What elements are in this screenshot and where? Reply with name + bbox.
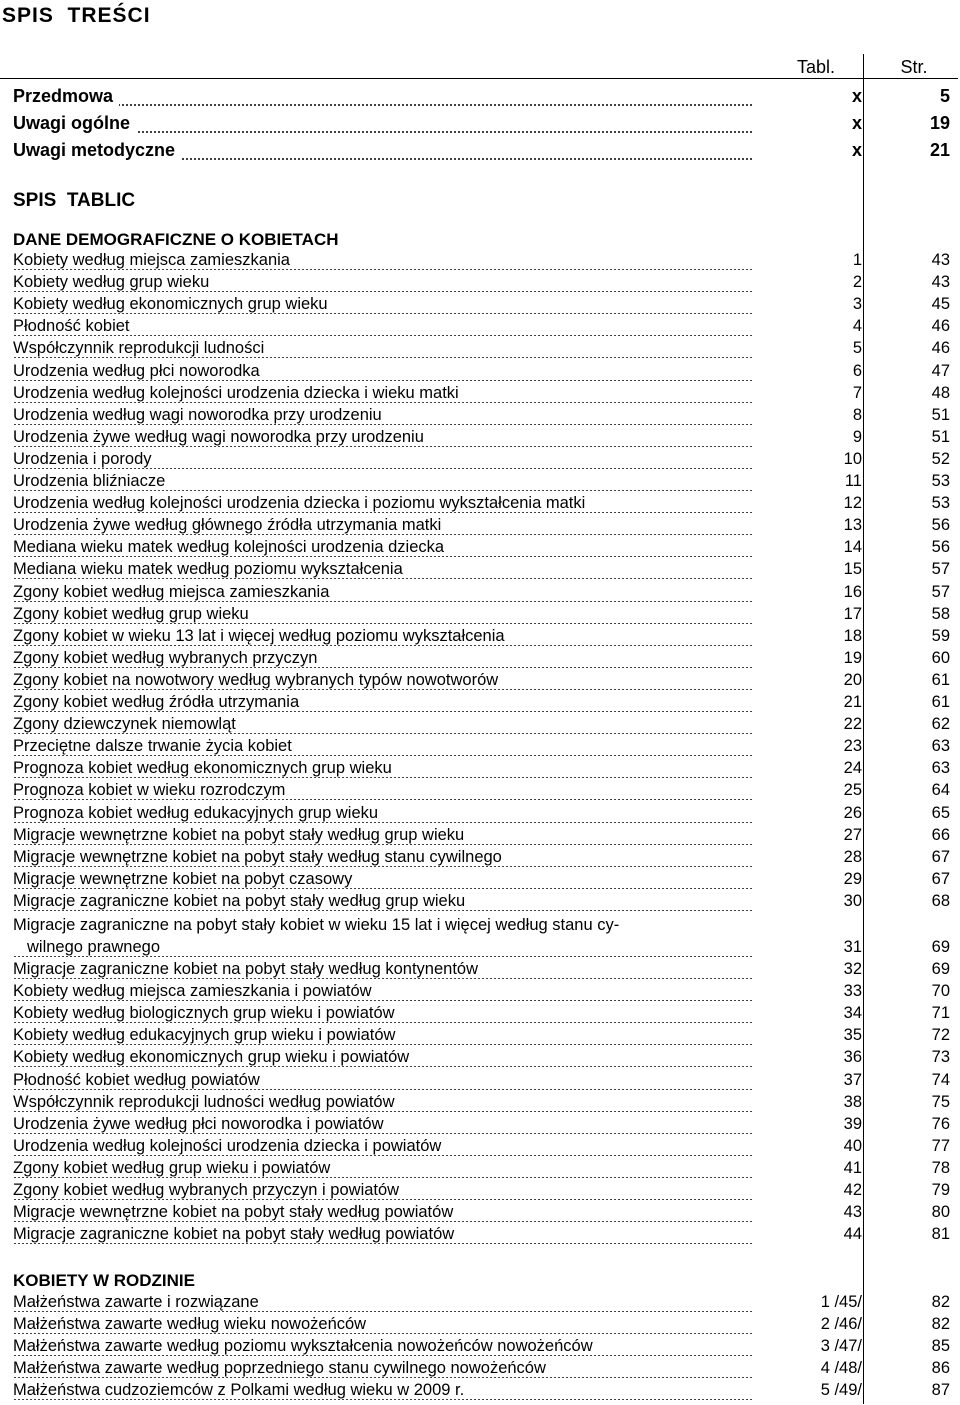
toc-entry-table-number: 35: [843, 1026, 862, 1045]
toc-entry[interactable]: [13, 362, 958, 384]
toc-entry-page-number: 77: [931, 1136, 950, 1155]
toc-entry-table-number: 14: [843, 538, 862, 557]
toc-entry-label: Migracje zagraniczne kobiet na pobyt stały według grup wieku: [13, 892, 471, 910]
toc-entry-label: Urodzenia według kolejności urodzenia dziecka i powiatów: [13, 1137, 447, 1155]
toc-entry[interactable]: [13, 938, 958, 960]
toc-entry-label: Mediana wieku matek według kolejności urodzenia dziecka: [13, 538, 450, 556]
toc-entry[interactable]: [13, 848, 958, 870]
toc-entry-table-number: 36: [843, 1048, 862, 1067]
toc-entry-label: Kobiety według miejsca zamieszkania: [13, 251, 296, 269]
toc-entry-table-number: x: [851, 86, 862, 106]
toc-entry-page-number: 53: [931, 494, 950, 513]
toc-entry-table-number: x: [851, 140, 862, 160]
toc-entry-label: Migracje wewnętrzne kobiet na pobyt stały według stanu cywilnego: [13, 848, 508, 866]
toc-entry[interactable]: [13, 1225, 958, 1247]
toc-entry[interactable]: [13, 1181, 958, 1203]
toc-entry[interactable]: [13, 406, 958, 428]
toc-entry-page-number: 69: [931, 938, 950, 956]
toc-entry-page-number: 67: [931, 869, 950, 888]
section-heading-family: KOBIETY W RODZINIE: [13, 1271, 195, 1290]
toc-entry[interactable]: [13, 605, 958, 627]
toc-entry-label: Przedmowa: [13, 86, 119, 106]
toc-entry-table-number: 37: [843, 1070, 862, 1089]
toc-entry[interactable]: [13, 1337, 958, 1359]
toc-entry-page-number: 74: [931, 1070, 950, 1089]
section-heading-tables: SPIS TABLIC: [13, 190, 136, 211]
toc-entry[interactable]: [13, 113, 958, 135]
toc-entry[interactable]: [13, 1115, 958, 1137]
toc-entry-page-number: 78: [931, 1158, 950, 1177]
toc-entry-label: Zgony kobiet według wybranych przyczyn i powiatów: [13, 1181, 405, 1199]
toc-entry-table-number: 3 /47/: [820, 1337, 862, 1355]
toc-entry-label: Małżeństwa zawarte według poprzedniego stanu cywilnego nowożeńców: [13, 1359, 552, 1377]
toc-entry-page-number: 82: [931, 1293, 950, 1311]
toc-entry-page-number: 68: [931, 891, 950, 910]
toc-entry-table-number: 33: [843, 982, 862, 1001]
toc-entry[interactable]: [13, 759, 958, 781]
toc-entry-label: Uwagi metodyczne: [13, 140, 181, 160]
toc-entry-table-number: 11: [844, 472, 862, 490]
toc-entry-page-number: 43: [931, 251, 950, 269]
toc-entry-table-number: 40: [843, 1136, 862, 1155]
toc-entry[interactable]: [13, 384, 958, 406]
toc-entry-table-number: 15: [843, 560, 862, 579]
toc-entry-table-number: 25: [843, 781, 862, 800]
toc-entry-label: Kobiety według edukacyjnych grup wieku i powiatów: [13, 1026, 401, 1044]
toc-entry-label: Urodzenia według płci noworodka: [13, 362, 266, 380]
toc-entry[interactable]: [13, 960, 958, 982]
toc-entry-table-number: 5: [852, 339, 862, 358]
toc-entry-table-number: 28: [843, 847, 862, 866]
toc-entry-table-number: 43: [843, 1203, 862, 1222]
toc-entry[interactable]: [13, 781, 958, 803]
toc-entry-table-number: 17: [843, 604, 862, 623]
toc-entry-label: Urodzenia bliźniacze: [13, 472, 171, 490]
toc-entry-table-number: 13: [843, 516, 862, 535]
toc-entry-table-number: 44: [843, 1225, 862, 1244]
toc-entry-page-number: 71: [931, 1004, 950, 1023]
toc-entry-wrapped-line1: Migracje zagraniczne na pobyt stały kobiet w wieku 15 lat i więcej według stanu cy-: [13, 916, 620, 934]
toc-entry-page-number: 80: [931, 1203, 950, 1222]
toc-entry-table-number: x: [851, 113, 862, 133]
toc-entry-page-number: 45: [931, 295, 950, 314]
toc-entry-label: Urodzenia według kolejności urodzenia dziecka i wieku matki: [13, 384, 465, 402]
toc-entry-page-number: 75: [931, 1092, 950, 1111]
toc-entry-label: Płodność kobiet: [13, 317, 136, 335]
toc-entry-label: Zgony kobiet według grup wieku: [13, 605, 255, 623]
toc-entry-page-number: 51: [931, 427, 950, 446]
toc-entry-table-number: 42: [843, 1181, 862, 1199]
toc-entry-page-number: 63: [931, 759, 950, 778]
toc-entry-label: Urodzenia żywe według głównego źródła utrzymania matki: [13, 516, 447, 534]
toc-entry[interactable]: [13, 1359, 958, 1381]
toc-entry[interactable]: [13, 273, 958, 295]
toc-entry[interactable]: [13, 251, 958, 273]
toc-entry-label: Zgony kobiet według źródła utrzymania: [13, 693, 305, 711]
toc-entry-label: Zgony kobiet w wieku 13 lat i więcej według poziomu wykształcenia: [13, 627, 511, 645]
toc-entry-page-number: 19: [929, 113, 950, 133]
toc-entry[interactable]: [13, 627, 958, 649]
toc-entry[interactable]: [13, 693, 958, 715]
toc-entry-label: Migracje wewnętrzne kobiet na pobyt czasowy: [13, 870, 358, 888]
toc-entry-label: Kobiety według biologicznych grup wieku i powiatów: [13, 1004, 401, 1022]
toc-entry-page-number: 79: [931, 1181, 950, 1199]
toc-entry-table-number: 29: [843, 869, 862, 888]
toc-entry[interactable]: [13, 317, 958, 339]
toc-entry-label: Migracje wewnętrzne kobiet na pobyt stały według powiatów: [13, 1203, 459, 1221]
toc-entry-label: Kobiety według miejsca zamieszkania i powiatów: [13, 982, 378, 1000]
toc-entry-label: Prognoza kobiet według ekonomicznych grup wieku: [13, 759, 398, 777]
toc-entry[interactable]: [13, 140, 958, 162]
toc-entry[interactable]: [13, 1381, 958, 1403]
toc-entry-page-number: 52: [931, 449, 950, 468]
toc-entry-page-number: 47: [931, 361, 950, 380]
toc-entry-table-number: 20: [843, 670, 862, 689]
toc-entry-label: Urodzenia i porody: [13, 450, 158, 468]
toc-entry[interactable]: [13, 516, 958, 538]
toc-entry-page-number: 85: [931, 1337, 950, 1355]
page-title: SPIS TREŚCI: [2, 4, 151, 27]
toc-entry-label: Prognoza kobiet w wieku rozrodczym: [13, 781, 291, 799]
toc-entry-table-number: 30: [843, 891, 862, 910]
toc-entry-label: Kobiety według grup wieku: [13, 273, 215, 291]
toc-entry-label: Zgony kobiet według miejsca zamieszkania: [13, 583, 335, 601]
toc-entry[interactable]: [13, 715, 958, 737]
toc-entry[interactable]: [13, 1071, 958, 1093]
toc-entry[interactable]: [13, 1093, 958, 1115]
toc-entry-page-number: 73: [931, 1048, 950, 1067]
toc-entry-page-number: 72: [931, 1026, 950, 1045]
toc-entry[interactable]: [13, 982, 958, 1004]
toc-entry-label: Migracje zagraniczne kobiet na pobyt stały według powiatów: [13, 1225, 460, 1243]
toc-entry-table-number: 22: [843, 715, 862, 734]
toc-entry-table-number: 31: [843, 938, 862, 956]
toc-entry[interactable]: [13, 1004, 958, 1026]
toc-entry-page-number: 56: [931, 538, 950, 557]
section-heading-demographics: DANE DEMOGRAFICZNE O KOBIETACH: [13, 230, 339, 249]
toc-entry-page-number: 21: [929, 140, 950, 160]
toc-entry-table-number: 21: [843, 693, 862, 711]
toc-entry-label: Urodzenia według wagi noworodka przy urodzeniu: [13, 406, 388, 424]
toc-entry-table-number: 34: [843, 1004, 862, 1023]
toc-entry-page-number: 46: [931, 317, 950, 336]
toc-entry-label: Zgony kobiet na nowotwory według wybranych typów nowotworów: [13, 671, 504, 689]
toc-entry[interactable]: [13, 428, 958, 450]
toc-entry-page-number: 81: [931, 1225, 950, 1244]
toc-entry-page-number: 69: [931, 960, 950, 978]
toc-entry-table-number: 18: [843, 626, 862, 645]
toc-entry[interactable]: [13, 804, 958, 826]
toc-entry[interactable]: [13, 1137, 958, 1159]
toc-entry-label: Migracje zagraniczne kobiet na pobyt stały według kontynentów: [13, 960, 484, 978]
toc-entry-page-number: 63: [931, 737, 950, 756]
toc-entry[interactable]: [13, 1048, 958, 1070]
toc-entry-page-number: 59: [931, 626, 950, 645]
toc-entry-table-number: 1: [852, 251, 862, 269]
toc-entry-table-number: 24: [843, 759, 862, 778]
toc-entry-label: Małżeństwa zawarte według poziomu wykształcenia nowożeńców nowożeńców: [13, 1337, 599, 1355]
toc-entry-label: Małżeństwa cudzoziemców z Polkami według wieku w 2009 r.: [13, 1381, 470, 1399]
toc-entry[interactable]: [13, 583, 958, 605]
toc-entry-label: Migracje wewnętrzne kobiet na pobyt stały według grup wieku: [13, 826, 470, 844]
toc-entry-table-number: 38: [843, 1092, 862, 1111]
toc-entry-label: Kobiety według ekonomicznych grup wieku: [13, 295, 334, 313]
toc-entry-label: Płodność kobiet według powiatów: [13, 1071, 266, 1089]
toc-entry-page-number: 57: [931, 582, 950, 601]
toc-entry-table-number: 7: [852, 383, 862, 402]
toc-entry[interactable]: [13, 450, 958, 472]
toc-entry-label: Współczynnik reprodukcji ludności według powiatów: [13, 1093, 401, 1111]
toc-entry-page-number: 82: [931, 1315, 950, 1333]
toc-entry-page-number: 57: [931, 560, 950, 579]
toc-entry-table-number: 27: [843, 825, 862, 844]
toc-entry-table-number: 26: [843, 803, 862, 822]
toc-entry-label: Mediana wieku matek według poziomu wykształcenia: [13, 560, 409, 578]
toc-entry-table-number: 10: [843, 449, 862, 468]
toc-entry-table-number: 3: [852, 295, 862, 314]
toc-entry[interactable]: [13, 1315, 958, 1337]
toc-entry[interactable]: [13, 826, 958, 848]
toc-entry-table-number: 23: [843, 737, 862, 756]
header-rule: [0, 78, 958, 79]
toc-entry-table-number: 6: [852, 361, 862, 380]
toc-entry[interactable]: [13, 339, 958, 361]
toc-entry[interactable]: [13, 892, 958, 914]
toc-entry-page-number: 48: [931, 383, 950, 402]
toc-entry[interactable]: [13, 538, 958, 560]
toc-entry[interactable]: [13, 560, 958, 582]
toc-entry[interactable]: [13, 1026, 958, 1048]
toc-entry-page-number: 70: [931, 982, 950, 1001]
toc-entry[interactable]: [13, 649, 958, 671]
toc-entry-page-number: 51: [931, 405, 950, 424]
toc-entry-table-number: 19: [843, 648, 862, 667]
toc-entry-page-number: 67: [931, 847, 950, 866]
toc-entry-table-number: 4 /48/: [820, 1359, 862, 1377]
toc-entry-label: Małżeństwa zawarte według wieku nowożeńców: [13, 1315, 372, 1333]
toc-entry-page-number: 56: [931, 516, 950, 535]
toc-entry[interactable]: [13, 472, 958, 494]
toc-entry-table-number: 8: [852, 405, 862, 424]
toc-entry[interactable]: [13, 1203, 958, 1225]
toc-entry-label: Urodzenia żywe według wagi noworodka przy urodzeniu: [13, 428, 430, 446]
toc-entry-label: Kobiety według ekonomicznych grup wieku i powiatów: [13, 1048, 415, 1066]
toc-entry-label: wilnego prawnego: [13, 938, 166, 956]
toc-entry-page-number: 65: [931, 803, 950, 822]
toc-entry-label: Uwagi ogólne: [13, 113, 136, 133]
toc-entry-page-number: 43: [931, 273, 950, 292]
toc-entry[interactable]: [13, 86, 958, 108]
toc-entry-label: Zgony kobiet według grup wieku i powiatów: [13, 1159, 336, 1177]
toc-entry-page-number: 62: [931, 715, 950, 734]
toc-entry-page-number: 60: [931, 648, 950, 667]
toc-entry-table-number: 32: [843, 960, 862, 978]
toc-entry-table-number: 2 /46/: [820, 1315, 862, 1333]
toc-entry[interactable]: [13, 870, 958, 892]
toc-entry-page-number: 61: [931, 693, 950, 711]
toc-entry[interactable]: [13, 737, 958, 759]
toc-entry-page-number: 58: [931, 604, 950, 623]
toc-entry-table-number: 9: [852, 427, 862, 446]
toc-entry-table-number: 39: [843, 1114, 862, 1133]
toc-entry-page-number: 87: [931, 1381, 950, 1399]
toc-entry-page-number: 5: [939, 86, 950, 106]
str-column-header: Str.: [900, 57, 928, 77]
toc-entry-page-number: 76: [931, 1114, 950, 1133]
toc-entry-table-number: 5 /49/: [820, 1381, 862, 1399]
toc-entry-label: Urodzenia żywe według płci noworodka i powiatów: [13, 1115, 390, 1133]
toc-entry[interactable]: [13, 295, 958, 317]
toc-entry-label: Przeciętne dalsze trwanie życia kobiet: [13, 737, 298, 755]
toc-entry[interactable]: [13, 494, 958, 516]
toc-entry-label: Zgony kobiet według wybranych przyczyn: [13, 649, 323, 667]
toc-entry-page-number: 46: [931, 339, 950, 358]
toc-entry-label: Zgony dziewczynek niemowląt: [13, 715, 242, 733]
toc-entry-table-number: 2: [852, 273, 862, 292]
toc-entry-page-number: 86: [931, 1359, 950, 1377]
toc-entry-page-number: 64: [931, 781, 950, 800]
toc-entry-table-number: 41: [843, 1158, 862, 1177]
toc-entry-table-number: 12: [843, 494, 862, 513]
toc-entry-page-number: 53: [931, 472, 950, 490]
toc-entry-label: Urodzenia według kolejności urodzenia dziecka i poziomu wykształcenia matki: [13, 494, 591, 512]
toc-entry-label: Małżeństwa zawarte i rozwiązane: [13, 1293, 265, 1311]
toc-entry[interactable]: [13, 1159, 958, 1181]
toc-entry-table-number: 4: [852, 317, 862, 336]
toc-entry-table-number: 16: [843, 582, 862, 601]
tabl-column-header: Tabl.: [796, 57, 836, 77]
toc-entry[interactable]: [13, 671, 958, 693]
toc-entry-label: Współczynnik reprodukcji ludności: [13, 339, 270, 357]
toc-entry-page-number: 66: [931, 825, 950, 844]
toc-entry-page-number: 61: [931, 670, 950, 689]
toc-entry-label: Prognoza kobiet według edukacyjnych grup wieku: [13, 804, 384, 822]
toc-entry-table-number: 1 /45/: [820, 1293, 862, 1311]
toc-entry[interactable]: [13, 1293, 958, 1315]
